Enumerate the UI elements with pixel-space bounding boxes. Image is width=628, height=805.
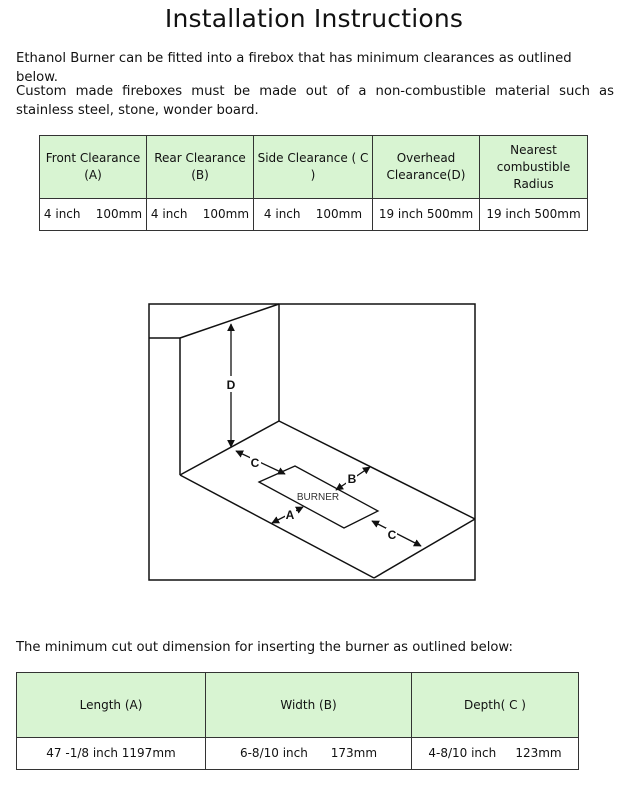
value-width: 6-8/10 inch 173mm <box>206 738 412 770</box>
cutout-intro-text: The minimum cut out dimension for inserting the burner as outlined below: <box>16 640 513 655</box>
value-combustible-radius: 19 inch 500mm <box>480 199 588 231</box>
page-title: Installation Instructions <box>164 4 464 33</box>
value-overhead-clearance: 19 inch 500mm <box>373 199 480 231</box>
diagram-frame <box>149 304 475 580</box>
cutout-header-row <box>17 673 579 738</box>
intro-text: Ethanol Burner can be fitted into a firebox that has minimum clearances as outlined below. <box>16 51 572 85</box>
label-c-left: C <box>250 456 260 470</box>
header-length: Length (A) <box>17 673 206 738</box>
header-rear-clearance: Rear Clearance (B) <box>147 136 254 199</box>
value-depth: 4-8/10 inch 123mm <box>412 738 579 770</box>
label-c-right: C <box>387 528 397 542</box>
label-b: B <box>347 472 357 486</box>
burner-label: BURNER <box>296 492 340 503</box>
custom-firebox-note: Custom made fireboxes must be made out of a non-combustible material such as stainless steel, stone, wonder board. <box>16 84 614 118</box>
value-length: 47 -1/8 inch 1197mm <box>17 738 206 770</box>
label-a: A <box>285 508 295 522</box>
value-side-clearance: 4 inch 100mm <box>254 199 373 231</box>
header-front-clearance: Front Clearance (A) <box>40 136 147 199</box>
firebox-outline <box>149 304 475 578</box>
value-rear-clearance: 4 inch 100mm <box>147 199 254 231</box>
label-d: D <box>226 378 236 392</box>
cutout-value-row <box>17 738 579 770</box>
value-front-clearance: 4 inch 100mm <box>40 199 147 231</box>
header-width: Width (B) <box>206 673 412 738</box>
header-depth: Depth( C ) <box>412 673 579 738</box>
header-overhead-clearance: Overhead Clearance(D) <box>373 136 480 199</box>
header-side-clearance: Side Clearance ( C ) <box>254 136 373 199</box>
header-combustible-radius: Nearest combustible Radius <box>480 136 588 199</box>
cutout-table <box>16 672 579 770</box>
